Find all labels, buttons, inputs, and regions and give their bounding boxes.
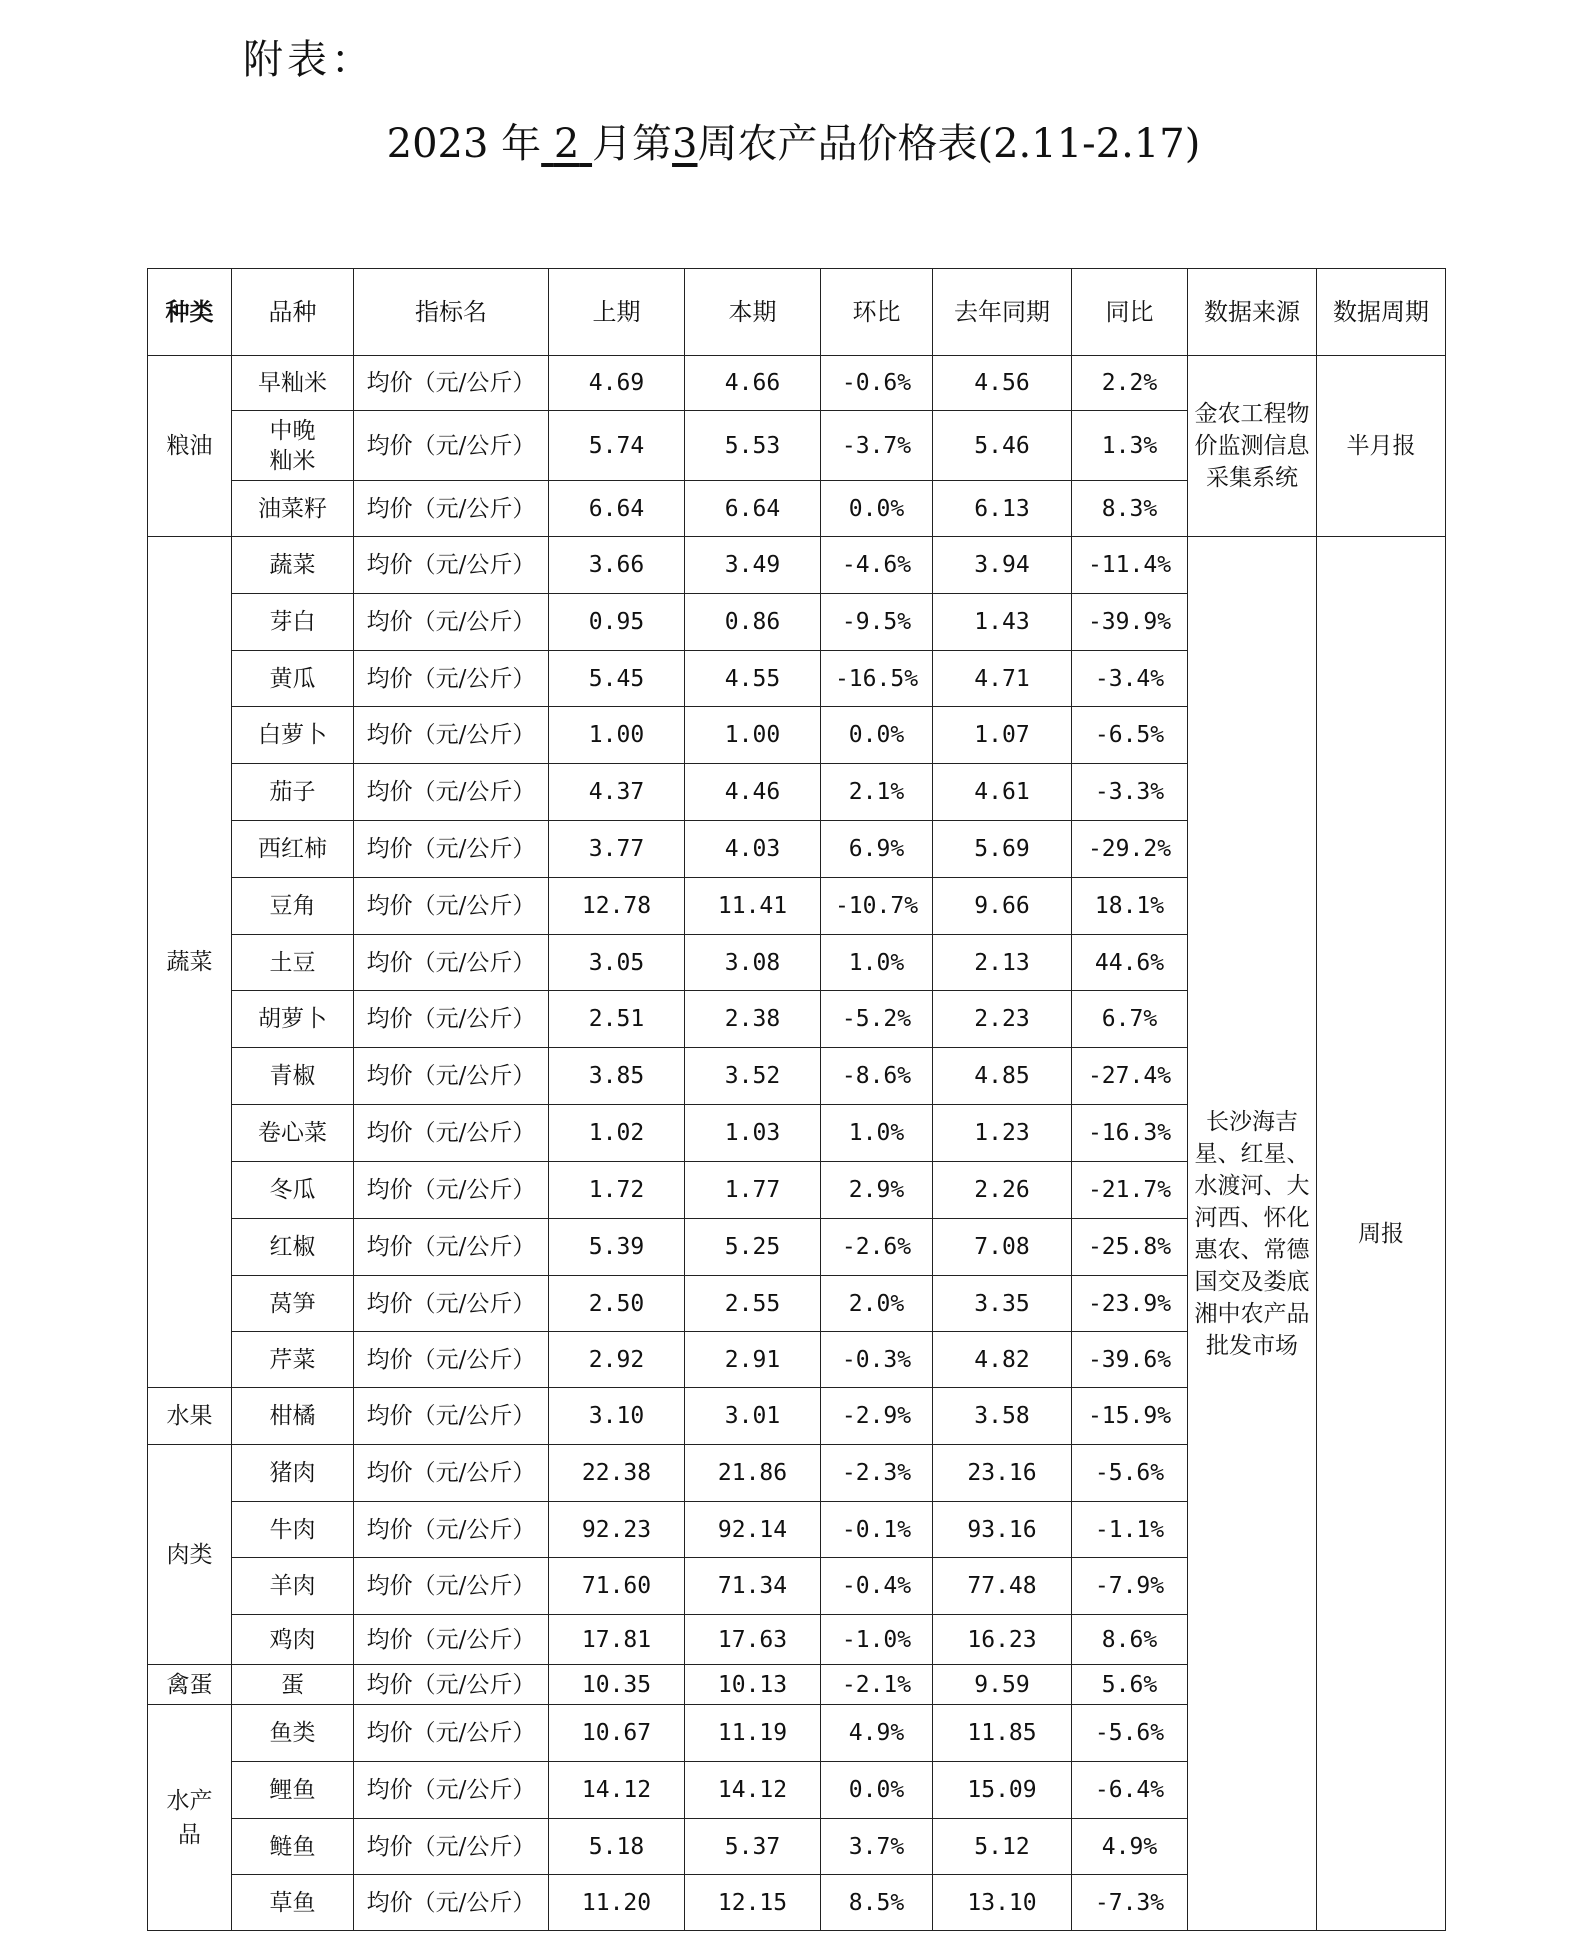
item-name: 胡萝卜 [232,991,354,1048]
item-name: 鸡肉 [232,1615,354,1665]
indicator-name: 均价（元/公斤） [354,537,549,594]
yoy-change: -16.3% [1072,1105,1188,1162]
page-title [0,112,1587,169]
last-year-price: 4.85 [933,1048,1072,1105]
yoy-change: -27.4% [1072,1048,1188,1105]
mom-change: -2.1% [821,1665,933,1705]
last-year-price: 3.94 [933,537,1072,594]
indicator-name: 均价（元/公斤） [354,1762,549,1819]
yoy-change: -11.4% [1072,537,1188,594]
mom-change: -16.5% [821,651,933,707]
indicator-name: 均价（元/公斤） [354,1105,549,1162]
prev-price: 2.92 [549,1332,685,1388]
indicator-name: 均价（元/公斤） [354,594,549,651]
title-month: 2 [553,121,580,167]
mom-change: -1.0% [821,1615,933,1665]
item-name: 蔬菜 [232,537,354,594]
last-year-price: 15.09 [933,1762,1072,1819]
item-name: 西红柿 [232,821,354,878]
mom-change: -8.6% [821,1048,933,1105]
item-name: 芽白 [232,594,354,651]
curr-price: 12.15 [685,1875,821,1931]
mom-change: 4.9% [821,1705,933,1762]
indicator-name: 均价（元/公斤） [354,1819,549,1875]
yoy-change: 1.3% [1072,411,1188,481]
item-name: 豆角 [232,878,354,935]
category-aquatic: 水产品 [148,1705,232,1931]
indicator-name: 均价（元/公斤） [354,1558,549,1615]
indicator-name: 均价（元/公斤） [354,991,549,1048]
indicator-name: 均价（元/公斤） [354,1219,549,1276]
curr-price: 0.86 [685,594,821,651]
curr-price: 11.41 [685,878,821,935]
prev-price: 1.72 [549,1162,685,1219]
price-table [147,268,1446,1931]
prev-price: 11.20 [549,1875,685,1931]
curr-price: 11.19 [685,1705,821,1762]
indicator-name: 均价（元/公斤） [354,1162,549,1219]
last-year-price: 2.13 [933,935,1072,991]
curr-price: 6.64 [685,481,821,537]
item-name: 牛肉 [232,1502,354,1558]
item-name: 早籼米 [232,356,354,411]
prev-price: 3.10 [549,1388,685,1445]
curr-price: 1.03 [685,1105,821,1162]
curr-price: 2.91 [685,1332,821,1388]
yoy-change: -1.1% [1072,1502,1188,1558]
indicator-name: 均价（元/公斤） [354,1276,549,1332]
item-name: 冬瓜 [232,1162,354,1219]
header-prev: 上期 [549,269,685,356]
prev-price: 10.67 [549,1705,685,1762]
item-name: 蛋 [232,1665,354,1705]
title-year: 2023 [386,121,489,167]
table-body [148,356,1446,1931]
curr-price: 17.63 [685,1615,821,1665]
item-name: 油菜籽 [232,481,354,537]
indicator-name: 均价（元/公斤） [354,1332,549,1388]
item-name: 鲤鱼 [232,1762,354,1819]
curr-price: 4.03 [685,821,821,878]
indicator-name: 均价（元/公斤） [354,1615,549,1665]
item-name: 猪肉 [232,1445,354,1502]
mom-change: -4.6% [821,537,933,594]
last-year-price: 13.10 [933,1875,1072,1931]
mom-change: -2.9% [821,1388,933,1445]
header-category: 种类 [148,269,232,356]
indicator-name: 均价（元/公斤） [354,481,549,537]
last-year-price: 4.61 [933,764,1072,821]
last-year-price: 77.48 [933,1558,1072,1615]
item-name: 中晚籼米 [232,411,354,481]
curr-price: 4.46 [685,764,821,821]
prev-price: 3.05 [549,935,685,991]
yoy-change: -23.9% [1072,1276,1188,1332]
curr-price: 4.55 [685,651,821,707]
mom-change: 2.1% [821,764,933,821]
indicator-name: 均价（元/公斤） [354,1705,549,1762]
category-fruit: 水果 [148,1388,232,1445]
prev-price: 1.00 [549,707,685,764]
mom-change: -0.6% [821,356,933,411]
mom-change: -9.5% [821,594,933,651]
mom-change: -3.7% [821,411,933,481]
prev-price: 71.60 [549,1558,685,1615]
curr-price: 21.86 [685,1445,821,1502]
last-year-price: 1.07 [933,707,1072,764]
item-name: 草鱼 [232,1875,354,1931]
header-yoy: 同比 [1072,269,1188,356]
yoy-change: 6.7% [1072,991,1188,1048]
header-source: 数据来源 [1188,269,1317,356]
last-year-price: 11.85 [933,1705,1072,1762]
yoy-change: -39.6% [1072,1332,1188,1388]
curr-price: 5.53 [685,411,821,481]
yoy-change: -39.9% [1072,594,1188,651]
prev-price: 12.78 [549,878,685,935]
prev-price: 0.95 [549,594,685,651]
yoy-change: 4.9% [1072,1819,1188,1875]
header-period: 数据周期 [1317,269,1446,356]
mom-change: 0.0% [821,707,933,764]
last-year-price: 2.23 [933,991,1072,1048]
mom-change: 1.0% [821,1105,933,1162]
indicator-name: 均价（元/公斤） [354,1445,549,1502]
prev-price: 6.64 [549,481,685,537]
category-grain-oil: 粮油 [148,356,232,537]
source-market: 长沙海吉星、红星、水渡河、大河西、怀化惠农、常德国交及娄底湘中农产品批发市场 [1188,537,1317,1931]
yoy-change: -5.6% [1072,1705,1188,1762]
item-name: 鲢鱼 [232,1819,354,1875]
category-meat: 肉类 [148,1445,232,1665]
indicator-name: 均价（元/公斤） [354,821,549,878]
mom-change: 2.0% [821,1276,933,1332]
header-curr: 本期 [685,269,821,356]
yoy-change: 18.1% [1072,878,1188,935]
curr-price: 5.25 [685,1219,821,1276]
last-year-price: 9.59 [933,1665,1072,1705]
indicator-name: 均价（元/公斤） [354,651,549,707]
item-name: 莴笋 [232,1276,354,1332]
mom-change: -5.2% [821,991,933,1048]
mom-change: -0.4% [821,1558,933,1615]
mom-change: -10.7% [821,878,933,935]
indicator-name: 均价（元/公斤） [354,878,549,935]
prev-price: 3.85 [549,1048,685,1105]
indicator-name: 均价（元/公斤） [354,764,549,821]
last-year-price: 4.56 [933,356,1072,411]
curr-price: 4.66 [685,356,821,411]
curr-price: 10.13 [685,1665,821,1705]
prev-price: 10.35 [549,1665,685,1705]
mom-change: 2.9% [821,1162,933,1219]
yoy-change: 44.6% [1072,935,1188,991]
prev-price: 5.39 [549,1219,685,1276]
last-year-price: 7.08 [933,1219,1072,1276]
period-market: 周报 [1317,537,1446,1931]
mom-change: 3.7% [821,1819,933,1875]
yoy-change: -6.4% [1072,1762,1188,1819]
curr-price: 14.12 [685,1762,821,1819]
last-year-price: 9.66 [933,878,1072,935]
yoy-change: -15.9% [1072,1388,1188,1445]
prev-price: 5.74 [549,411,685,481]
last-year-price: 5.12 [933,1819,1072,1875]
title-rest: 周农产品价格表(2.11-2.17) [697,121,1201,167]
prev-price: 14.12 [549,1762,685,1819]
source-grain: 金农工程物价监测信息采集系统 [1188,356,1317,537]
mom-change: -2.6% [821,1219,933,1276]
last-year-price: 2.26 [933,1162,1072,1219]
last-year-price: 1.23 [933,1105,1072,1162]
yoy-change: 8.6% [1072,1615,1188,1665]
header-last-year: 去年同期 [933,269,1072,356]
curr-price: 3.49 [685,537,821,594]
prev-price: 1.02 [549,1105,685,1162]
yoy-change: -29.2% [1072,821,1188,878]
table-row [148,356,1446,411]
yoy-change: -5.6% [1072,1445,1188,1502]
title-year-suffix: 年 [501,121,542,167]
mom-change: 8.5% [821,1875,933,1931]
last-year-price: 6.13 [933,481,1072,537]
mom-change: -2.3% [821,1445,933,1502]
last-year-price: 3.58 [933,1388,1072,1445]
header-indicator: 指标名 [354,269,549,356]
indicator-name: 均价（元/公斤） [354,1502,549,1558]
table-row [148,537,1446,594]
item-name: 茄子 [232,764,354,821]
indicator-name: 均价（元/公斤） [354,1388,549,1445]
item-name: 黄瓜 [232,651,354,707]
prev-price: 4.69 [549,356,685,411]
prev-price: 17.81 [549,1615,685,1665]
prev-price: 2.51 [549,991,685,1048]
prev-price: 2.50 [549,1276,685,1332]
attachment-label: 附表： [243,37,375,83]
item-name: 羊肉 [232,1558,354,1615]
curr-price: 71.34 [685,1558,821,1615]
title-week: 3 [672,121,698,167]
prev-price: 92.23 [549,1502,685,1558]
period-grain: 半月报 [1317,356,1446,537]
yoy-change: -3.3% [1072,764,1188,821]
mom-change: 0.0% [821,481,933,537]
prev-price: 3.66 [549,537,685,594]
category-vegetables: 蔬菜 [148,537,232,1388]
item-name: 柑橘 [232,1388,354,1445]
last-year-price: 4.82 [933,1332,1072,1388]
curr-price: 5.37 [685,1819,821,1875]
item-name: 土豆 [232,935,354,991]
category-eggs: 禽蛋 [148,1665,232,1705]
item-name: 卷心菜 [232,1105,354,1162]
item-name: 白萝卜 [232,707,354,764]
item-name: 鱼类 [232,1705,354,1762]
prev-price: 4.37 [549,764,685,821]
prev-price: 3.77 [549,821,685,878]
last-year-price: 1.43 [933,594,1072,651]
curr-price: 92.14 [685,1502,821,1558]
indicator-name: 均价（元/公斤） [354,1875,549,1931]
last-year-price: 5.46 [933,411,1072,481]
item-name: 芹菜 [232,1332,354,1388]
last-year-price: 5.69 [933,821,1072,878]
mom-change: -0.1% [821,1502,933,1558]
prev-price: 5.45 [549,651,685,707]
prev-price: 22.38 [549,1445,685,1502]
last-year-price: 3.35 [933,1276,1072,1332]
indicator-name: 均价（元/公斤） [354,935,549,991]
yoy-change: -3.4% [1072,651,1188,707]
last-year-price: 93.16 [933,1502,1072,1558]
indicator-name: 均价（元/公斤） [354,356,549,411]
prev-price: 5.18 [549,1819,685,1875]
yoy-change: 8.3% [1072,481,1188,537]
curr-price: 2.38 [685,991,821,1048]
curr-price: 3.08 [685,935,821,991]
last-year-price: 4.71 [933,651,1072,707]
last-year-price: 23.16 [933,1445,1072,1502]
indicator-name: 均价（元/公斤） [354,707,549,764]
header-item: 品种 [232,269,354,356]
mom-change: -0.3% [821,1332,933,1388]
yoy-change: 5.6% [1072,1665,1188,1705]
yoy-change: -7.3% [1072,1875,1188,1931]
mom-change: 1.0% [821,935,933,991]
indicator-name: 均价（元/公斤） [354,411,549,481]
yoy-change: -6.5% [1072,707,1188,764]
header-row [148,269,1446,356]
yoy-change: 2.2% [1072,356,1188,411]
curr-price: 3.52 [685,1048,821,1105]
item-name: 红椒 [232,1219,354,1276]
yoy-change: -21.7% [1072,1162,1188,1219]
mom-change: 6.9% [821,821,933,878]
indicator-name: 均价（元/公斤） [354,1048,549,1105]
item-name: 青椒 [232,1048,354,1105]
header-mom: 环比 [821,269,933,356]
mom-change: 0.0% [821,1762,933,1819]
curr-price: 1.00 [685,707,821,764]
yoy-change: -7.9% [1072,1558,1188,1615]
title-month-suffix: 月第 [592,121,673,167]
curr-price: 3.01 [685,1388,821,1445]
last-year-price: 16.23 [933,1615,1072,1665]
yoy-change: -25.8% [1072,1219,1188,1276]
curr-price: 1.77 [685,1162,821,1219]
indicator-name: 均价（元/公斤） [354,1665,549,1705]
curr-price: 2.55 [685,1276,821,1332]
